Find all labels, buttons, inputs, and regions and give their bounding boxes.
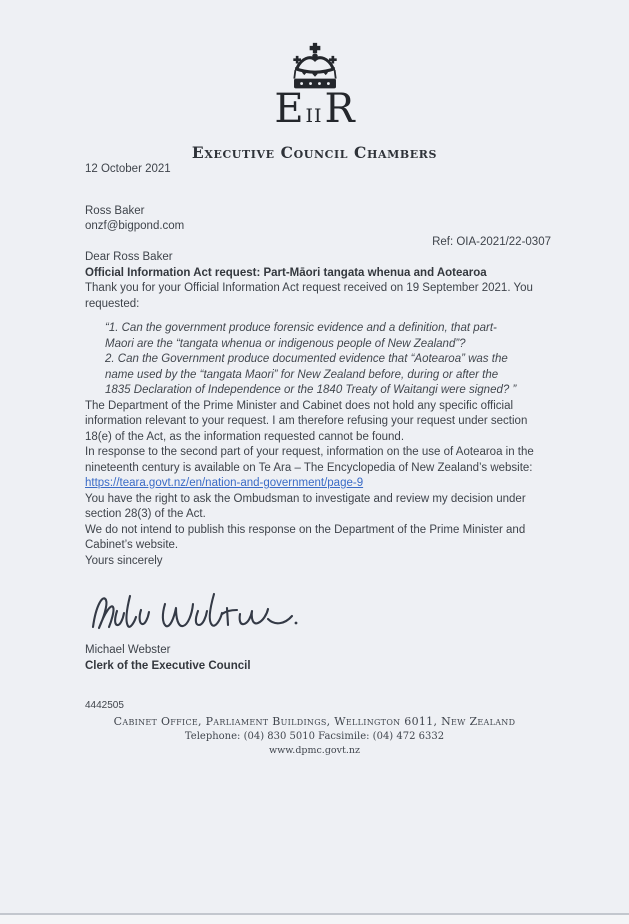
organisation-name: Executive Council Chambers bbox=[191, 143, 438, 162]
footer-website: www.dpmc.govt.nz bbox=[269, 745, 360, 756]
document-number: 4442505 bbox=[85, 700, 124, 711]
cypher-letter-r: R bbox=[324, 86, 355, 132]
signatory-title: Clerk of the Executive Council bbox=[85, 659, 251, 672]
cypher-numeral-ii: II bbox=[305, 105, 323, 127]
paragraph-publish: We do not intend to publish this response on the Department of the Prime Minister and Cabinet’s website. bbox=[85, 523, 526, 551]
paragraph-ombudsman: You have the right to ask the Ombudsman to investigate and review my decision under section 28(3) of the Act. bbox=[85, 492, 526, 520]
teara-link[interactable]: https://teara.govt.nz/en/nation-and-government/page-9 bbox=[85, 477, 364, 489]
royal-cypher bbox=[0, 86, 629, 136]
paragraph-teara-text: In response to the second part of your request, information on the use of Aotearoa in the nineteenth century is available on Te Ara – The Encyclopedia of New Zealand’s website: bbox=[85, 446, 534, 474]
cypher-letter-e: E bbox=[274, 86, 304, 132]
quoted-request-item-1: “1. Can the government produce forensic evidence and a definition, that part-Maori are the “tangata whenua or indigenous people of New Zealand”? bbox=[105, 322, 497, 350]
footer-address: Cabinet Office, Parliament Buildings, Wellington 6011, New Zealand bbox=[113, 715, 516, 728]
quoted-request bbox=[105, 321, 517, 399]
footer bbox=[0, 715, 629, 756]
signatory-name: Michael Webster bbox=[85, 644, 171, 656]
closing-phrase: Yours sincerely bbox=[85, 554, 163, 567]
recipient-name: Ross Baker bbox=[85, 204, 145, 217]
subject-line: Official Information Act request: Part-Māori tangata whenua and Aotearoa bbox=[85, 266, 487, 279]
scan-background-strip bbox=[0, 915, 629, 924]
paragraph-refusal: The Department of the Prime Minister and Cabinet does not hold any specific official information relevant to your request. I am therefore refusing your request under section 18(e) of the Act, as the information requested cannot be found. bbox=[85, 399, 528, 443]
letter-date: 12 October 2021 bbox=[85, 163, 171, 175]
recipient-email: onzf@bigpond.com bbox=[85, 220, 185, 232]
signature-icon bbox=[85, 581, 551, 643]
recipient-block bbox=[85, 204, 551, 235]
paragraph-intro: Thank you for your Official Information Act request received on 19 September 2021. You requested: bbox=[85, 282, 533, 310]
reference-number: Ref: OIA-2021/22-0307 bbox=[432, 235, 551, 248]
footer-contact: Telephone: (04) 830 5010 Facsimile: (04) 472 6332 bbox=[184, 731, 445, 742]
quoted-request-item-2: 2. Can the Government produce documented evidence that “Aotearoa” was the name used by the “tangata Maori” for New Zealand before, during or after the 1835 Declaration of Independence or the 1840 Treaty of Waitangi were signed? ” bbox=[105, 353, 517, 396]
crown-icon bbox=[0, 42, 629, 92]
paragraph-teara bbox=[85, 445, 551, 492]
salutation: Dear Ross Baker bbox=[85, 251, 173, 263]
letterhead bbox=[0, 0, 629, 162]
letter-body bbox=[0, 162, 629, 674]
